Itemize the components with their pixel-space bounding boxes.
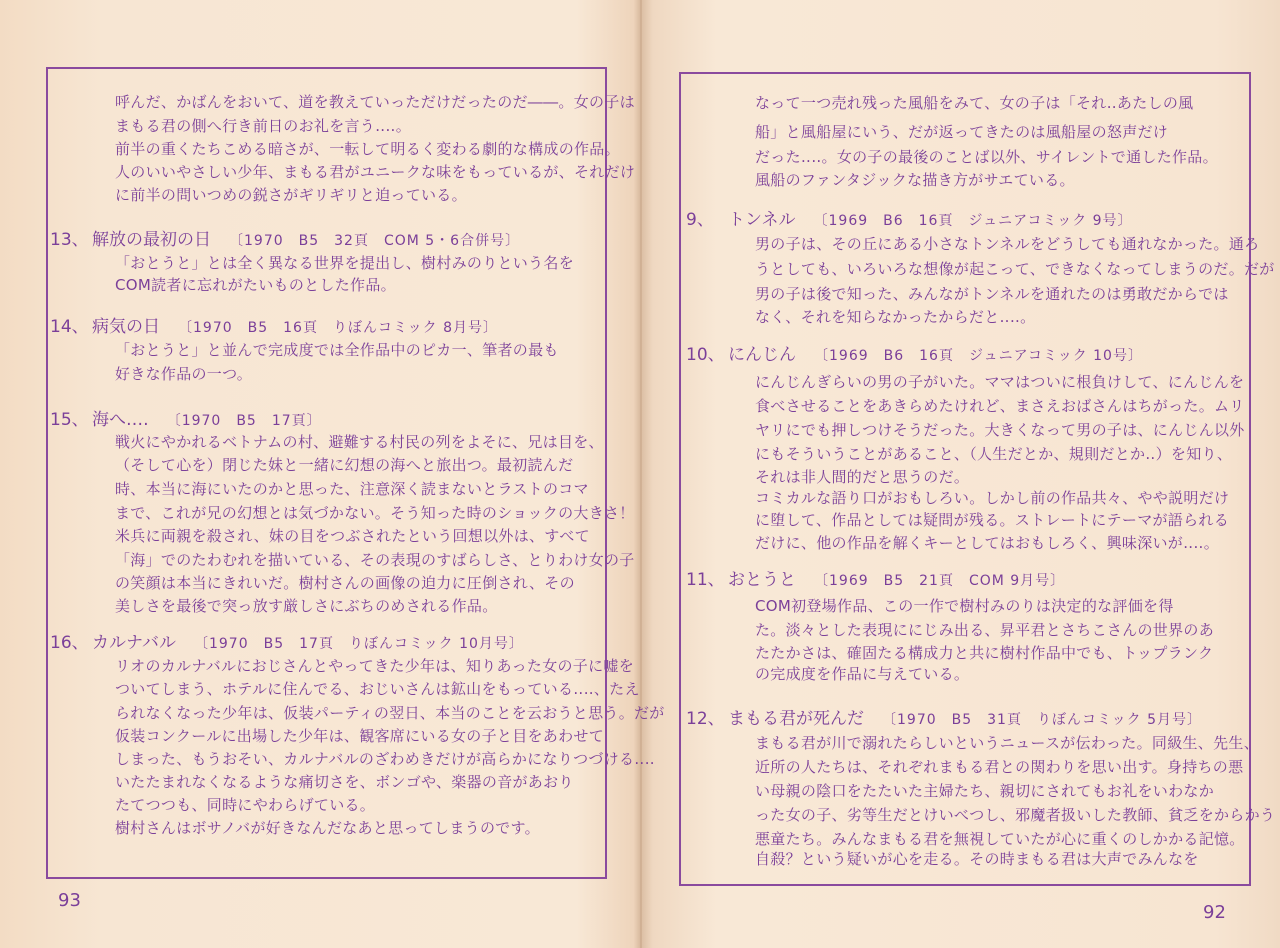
entry-title: トンネル xyxy=(728,210,796,230)
entry-number: 13、 xyxy=(50,230,89,250)
entry-heading xyxy=(686,209,1133,232)
entry-text-line: コミカルな語り口がおもしろい。しかし前の作品共々、やや説明だけ xyxy=(755,489,1230,507)
entry-text-line: 悪童たち。みんなまもる君を無視していたが心に重くのしかかる記憶。 xyxy=(755,830,1245,848)
entry-text-line: ヤリにでも押しつけそうだった。大きくなって男の子は、にんじん以外 xyxy=(755,421,1245,439)
entry-title: 解放の最初の日 xyxy=(92,230,211,250)
entry-text-line: だけに、他の作品を解くキーとしてはおもしろく、興味深いが‥‥。 xyxy=(755,534,1220,552)
entry-text-line: に堕して、作品としては疑問が残る。ストレートにテーマが語られる xyxy=(755,511,1230,529)
entry-text-line: （そして心を）閉じた妹と一緒に幻想の海へと旅出つ。最初読んだ xyxy=(115,456,574,474)
entry-text-line: うとしても、いろいろな想像が起こって、できなくなってしまうのだ。だが xyxy=(755,260,1275,278)
entry-publication-info: 〔1969 B6 16頁 ジュニアコミック 10号〕 xyxy=(814,348,1143,364)
entry-text-line: 好きな作品の一つ。 xyxy=(115,365,253,383)
left-page-intro-line: 前半の重くたちこめる暗さが、一転して明るく変わる劇的な構成の作品。 xyxy=(115,140,620,158)
entry-heading xyxy=(686,708,1202,731)
entry-text-line: 仮装コンクールに出場した少年は、観客席にいる女の子と目をあわせて xyxy=(115,727,605,745)
entry-text-line: 樹村さんはボサノバが好きなんだなあと思ってしまうのです。 xyxy=(115,819,540,837)
entry-title: おとうと xyxy=(728,570,796,590)
entry-number: 12、 xyxy=(686,709,725,729)
entry-text-line: 戦火にやかれるベトナムの村、避難する村民の列をよそに、兄は目を、 xyxy=(115,433,604,451)
entry-text-line: 米兵に両親を殺され、妹の目をつぶされたという回想以外は、すべて xyxy=(115,527,590,545)
right-page-intro-line: なって一つ売れ残った風船をみて、女の子は「それ‥あたしの風 xyxy=(755,94,1194,112)
entry-text-line: 近所の人たちは、それぞれまもる君との関わりを思い出す。身持ちの悪 xyxy=(755,758,1244,776)
entry-number: 9、 xyxy=(686,210,714,230)
right-page-intro-line: 風船のファンタジックな描き方がサエている。 xyxy=(755,171,1075,189)
entry-text-line: 自殺？という疑いが心を走る。その時まもる君は大声でみんなを xyxy=(755,850,1199,868)
right-page-number: 92 xyxy=(1203,902,1226,923)
entry-text-line: にもそういうことがあること、（人生だとか、規則だとか‥）を知り、 xyxy=(755,445,1233,463)
entry-title: 病気の日 xyxy=(92,317,160,337)
entry-number: 14、 xyxy=(50,317,89,337)
left-page-intro-line: 呼んだ、かばんをおいて、道を教えていっただけだったのだ――。女の子は xyxy=(115,93,635,111)
entry-number: 16、 xyxy=(50,633,89,653)
entry-title: にんじん xyxy=(728,345,796,365)
entry-text-line: なく、それを知らなかったからだと‥‥。 xyxy=(755,308,1036,326)
entry-publication-info: 〔1970 B5 17頁 りぼんコミック 10月号〕 xyxy=(193,636,524,652)
entry-text-line: 男の子は、その丘にある小さなトンネルをどうしても通れなかった。通ろ xyxy=(755,235,1260,253)
entry-publication-info: 〔1970 B5 16頁 りぼんコミック 8月号〕 xyxy=(178,320,499,336)
left-page-intro-line: まもる君の側へ行き前日のお礼を言う‥‥。 xyxy=(115,117,412,135)
entry-heading xyxy=(50,632,524,655)
entry-text-line: い母親の陰口をたたいた主婦たち、親切にされてもお礼をいわなか xyxy=(755,782,1215,800)
entry-number: 11、 xyxy=(686,570,725,590)
entry-title: カルナバル xyxy=(92,633,176,653)
entry-text-line: たたかさは、確固たる構成力と共に樹村作品中でも、トップランク xyxy=(755,644,1214,662)
entry-text-line: まで、これが兄の幻想とは気づかない。そう知った時のショックの大きさ！ xyxy=(115,504,635,522)
entry-publication-info: 〔1969 B5 21頁 COM 9月号〕 xyxy=(814,573,1066,589)
entry-text-line: COM初登場作品、この一作で樹村みのりは決定的な評価を得 xyxy=(755,597,1174,615)
entry-text-line: COM読者に忘れがたいものとした作品。 xyxy=(115,276,396,294)
entry-text-line: リオのカルナバルにおじさんとやってきた少年は、知りあった女の子に嘘を xyxy=(115,657,635,675)
entry-heading xyxy=(50,316,498,339)
right-page-intro-line: だった‥‥。女の子の最後のことば以外、サイレントで通した作品。 xyxy=(755,148,1218,166)
left-page-intro-line: に前半の問いつめの鋭さがギリギリと迫っている。 xyxy=(115,186,467,204)
entry-text-line: たてつつも、同時にやわらげている。 xyxy=(115,796,376,814)
entry-text-line: の笑顔は本当にきれいだ。樹村さんの画像の迫力に圧倒され、その xyxy=(115,574,575,592)
entry-text-line: 時、本当に海にいたのかと思った、注意深く読まないとラストのコマ xyxy=(115,480,589,498)
book-gutter xyxy=(640,0,642,948)
entry-number: 10、 xyxy=(686,345,725,365)
entry-text-line: 「おとうと」とは全く異なる世界を提出し、樹村みのりという名を xyxy=(115,254,575,272)
entry-title: 海へ‥‥ xyxy=(92,410,149,430)
entry-text-line: た。淡々とした表現ににじみ出る、昇平君とさちこさんの世界のあ xyxy=(755,621,1215,639)
entry-text-line: 男の子は後で知った、みんながトンネルを通れたのは勇敢だからでは xyxy=(755,285,1229,303)
left-page-intro-line: 人のいいやさしい少年、まもる君がユニークな味をもっているが、それだけ xyxy=(115,163,636,181)
entry-publication-info: 〔1970 B5 17頁〕 xyxy=(166,413,322,429)
entry-text-line: 食べさせることをあきらめたけれど、まさえおばさんはちがった。ムリ xyxy=(755,397,1245,415)
entry-heading xyxy=(50,409,322,432)
right-page-intro-line: 船」と風船屋にいう、だが返ってきたのは風船屋の怒声だけ xyxy=(755,123,1169,141)
entry-text-line: まもる君が川で溺れたらしいというニュースが伝わった。同級生、先生、 xyxy=(755,734,1260,752)
entry-title: まもる君が死んだ xyxy=(728,709,864,729)
entry-text-line: それは非人間的だと思うのだ。 xyxy=(755,468,970,486)
entry-text-line: ついてしまう、ホテルに住んでる、おじいさんは鉱山をもっている‥‥、たえ xyxy=(115,680,640,698)
entry-text-line: にんじんぎらいの男の子がいた。ママはついに根負けして、にんじんを xyxy=(755,373,1245,391)
entry-text-line: しまった、もうおそい、カルナバルのざわめきだけが高らかになりつづける‥‥ xyxy=(115,750,655,768)
entry-text-line: 「おとうと」と並んで完成度では全作品中のピカ一、筆者の最も xyxy=(115,341,559,359)
entry-text-line: の完成度を作品に与えている。 xyxy=(755,665,970,683)
entry-publication-info: 〔1970 B5 32頁 COM 5・6合併号〕 xyxy=(229,233,521,249)
entry-text-line: 美しさを最後で突っ放す厳しさにぶちのめされる作品。 xyxy=(115,597,498,615)
entry-heading xyxy=(50,229,520,252)
entry-heading xyxy=(686,344,1143,367)
entry-heading xyxy=(686,569,1065,592)
entry-text-line: られなくなった少年は、仮装パーティの翌日、本当のことを云おうと思う。だが xyxy=(115,704,665,722)
entry-number: 15、 xyxy=(50,410,89,430)
entry-text-line: 「海」でのたわむれを描いている、その表現のすばらしさ、とりわけ女の子 xyxy=(115,551,635,569)
left-page-number: 93 xyxy=(58,890,81,911)
entry-publication-info: 〔1969 B6 16頁 ジュニアコミック 9号〕 xyxy=(813,213,1133,229)
entry-text-line: った女の子、劣等生だとけいべつし、邪魔者扱いした教師、貧乏をからかう xyxy=(755,806,1276,824)
entry-publication-info: 〔1970 B5 31頁 りぼんコミック 5月号〕 xyxy=(882,712,1203,728)
entry-text-line: いたたまれなくなるような痛切さを、ボンゴや、楽器の音があおり xyxy=(115,773,574,791)
